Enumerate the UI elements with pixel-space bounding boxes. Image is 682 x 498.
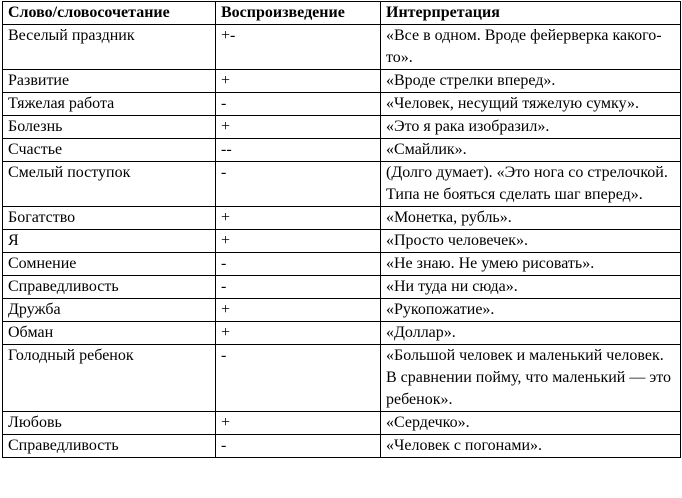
reproduction-cell: + [216,299,381,322]
reproduction-cell: + [216,230,381,253]
header-word: Слово/словосочетание [3,2,216,25]
reproduction-cell: - [216,345,381,412]
word-cell: Веселый праздник [3,25,216,70]
reproduction-cell: - [216,93,381,116]
table-row [3,116,681,139]
table-row [3,412,681,435]
table-row [3,230,681,253]
header-row [3,2,681,25]
table-row [3,70,681,93]
table-row [3,139,681,162]
word-cell: Болезнь [3,116,216,139]
word-cell: Развитие [3,70,216,93]
interpretation-table [2,1,681,458]
word-cell: Справедливость [3,276,216,299]
word-cell: Дружба [3,299,216,322]
word-cell: Голодный ребенок [3,345,216,412]
word-cell: Тяжелая работа [3,93,216,116]
interpretation-cell: «Рукопожатие». [381,299,681,322]
interpretation-cell: «Доллар». [381,322,681,345]
interpretation-cell: «Вроде стрелки вперед». [381,70,681,93]
table-row [3,162,681,207]
word-cell: Счастье [3,139,216,162]
table-row [3,276,681,299]
word-cell: Обман [3,322,216,345]
reproduction-cell: - [216,276,381,299]
table-row [3,299,681,322]
reproduction-cell: + [216,322,381,345]
reproduction-cell: - [216,435,381,458]
reproduction-cell: + [216,207,381,230]
reproduction-cell: + [216,412,381,435]
reproduction-cell: - [216,253,381,276]
table-row [3,253,681,276]
word-cell: Смелый поступок [3,162,216,207]
word-cell: Справедливость [3,435,216,458]
interpretation-cell: «Большой человек и маленький человек. В сравнении пойму, что маленький — это ребенок». [381,345,681,412]
interpretation-cell: «Все в одном. Вроде фейерверка какого-то». [381,25,681,70]
header-interpretation: Интерпретация [381,2,681,25]
table-row [3,345,681,412]
reproduction-cell: + [216,116,381,139]
reproduction-cell: + [216,70,381,93]
interpretation-cell: «Человек, несущий тяжелую сумку». [381,93,681,116]
interpretation-cell: «Это я рака изобразил». [381,116,681,139]
word-cell: Сомнение [3,253,216,276]
table-row [3,93,681,116]
interpretation-cell: «Человек с погонами». [381,435,681,458]
reproduction-cell: +- [216,25,381,70]
interpretation-cell: (Долго думает). «Это нога со стрелочкой. Типа не бояться сделать шаг вперед». [381,162,681,207]
word-cell: Любовь [3,412,216,435]
interpretation-cell: «Сердечко». [381,412,681,435]
table-row [3,25,681,70]
table-row [3,207,681,230]
reproduction-cell: -- [216,139,381,162]
table-row [3,322,681,345]
table-row [3,435,681,458]
word-cell: Я [3,230,216,253]
header-reproduction: Воспроизведение [216,2,381,25]
interpretation-cell: «Просто человечек». [381,230,681,253]
interpretation-cell: «Монетка, рубль». [381,207,681,230]
interpretation-cell: «Ни туда ни сюда». [381,276,681,299]
interpretation-cell: «Не знаю. Не умею рисовать». [381,253,681,276]
interpretation-cell: «Смайлик». [381,139,681,162]
word-cell: Богатство [3,207,216,230]
reproduction-cell: - [216,162,381,207]
